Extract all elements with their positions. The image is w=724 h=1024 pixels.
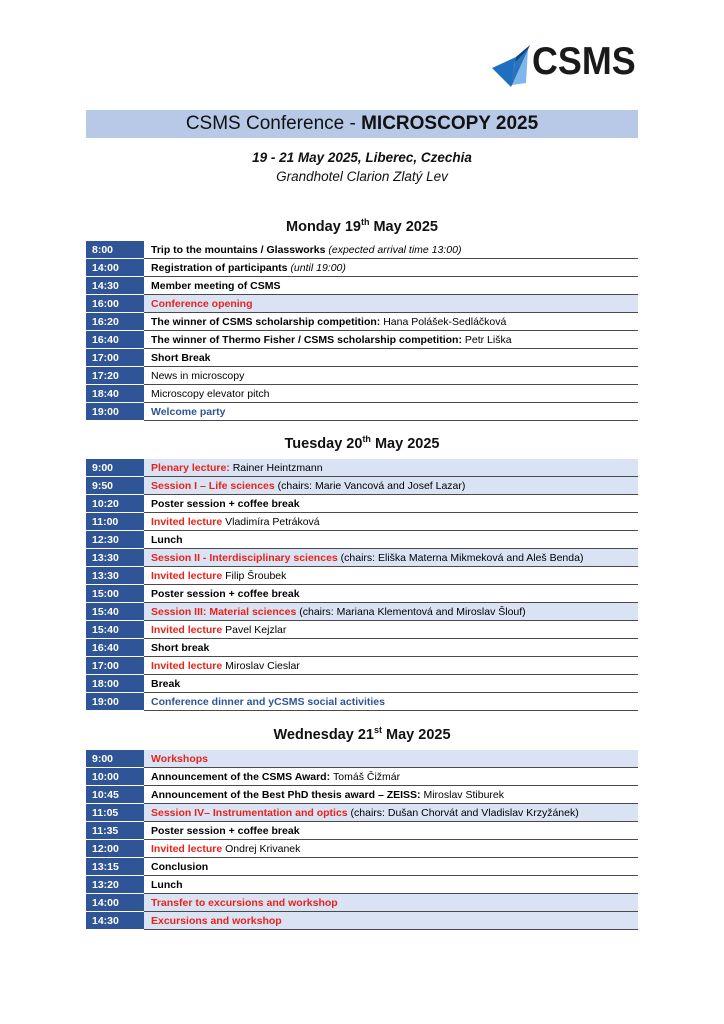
schedule-description	[144, 693, 638, 711]
schedule-time: 13:30	[86, 567, 144, 585]
schedule-time: 18:00	[86, 675, 144, 693]
schedule-text: Session II - Interdisciplinary sciences	[151, 551, 341, 564]
schedule-text: Miroslav Cieslar	[225, 659, 300, 672]
schedule-description	[144, 858, 638, 876]
schedule-row	[86, 657, 638, 675]
schedule-row	[86, 585, 638, 603]
schedule-time: 10:00	[86, 768, 144, 786]
schedule-table-monday	[86, 241, 638, 421]
schedule-description	[144, 822, 638, 840]
csms-logo-text: CSMS	[532, 40, 636, 83]
schedule-time: 15:40	[86, 621, 144, 639]
schedule-text: News in microscopy	[151, 369, 245, 382]
schedule-text: Lunch	[151, 533, 183, 546]
schedule-row	[86, 259, 638, 277]
schedule-description	[144, 804, 638, 822]
schedule-row	[86, 876, 638, 894]
schedule-row	[86, 639, 638, 657]
schedule-time: 9:00	[86, 459, 144, 477]
schedule-time: 19:00	[86, 403, 144, 421]
schedule-text: Short break	[151, 641, 210, 654]
schedule-text: Miroslav Stiburek	[423, 788, 504, 801]
schedule-row	[86, 858, 638, 876]
schedule-row	[86, 403, 638, 421]
schedule-row	[86, 531, 638, 549]
schedule-time: 14:00	[86, 894, 144, 912]
csms-logo	[490, 40, 640, 88]
schedule-time: 14:30	[86, 912, 144, 930]
schedule-text: Conference dinner and yCSMS social activities	[151, 695, 385, 708]
schedule-description	[144, 313, 638, 331]
schedule-table-wednesday	[86, 750, 638, 930]
schedule-time: 19:00	[86, 693, 144, 711]
schedule-time: 13:30	[86, 549, 144, 567]
schedule-description	[144, 513, 638, 531]
schedule-time: 9:00	[86, 750, 144, 768]
day-heading-monday: Monday 19th May 2025	[286, 217, 438, 235]
schedule-text: Invited lecture	[151, 842, 226, 855]
schedule-description	[144, 639, 638, 657]
schedule-description	[144, 585, 638, 603]
schedule-row	[86, 822, 638, 840]
schedule-description	[144, 259, 638, 277]
schedule-row	[86, 894, 638, 912]
schedule-description	[144, 894, 638, 912]
schedule-text: The winner of CSMS scholarship competition:	[151, 315, 384, 328]
schedule-row	[86, 693, 638, 711]
schedule-row	[86, 804, 638, 822]
schedule-description	[144, 786, 638, 804]
schedule-text: Excursions and workshop	[151, 914, 282, 927]
schedule-text: Poster session + coffee break	[151, 824, 300, 837]
schedule-description	[144, 567, 638, 585]
schedule-text: Announcement of the Best PhD thesis award – ZEISS:	[151, 788, 424, 801]
schedule-row	[86, 313, 638, 331]
schedule-text: Invited lecture	[151, 659, 226, 672]
schedule-text: (expected arrival time 13:00)	[328, 243, 462, 256]
schedule-row	[86, 385, 638, 403]
schedule-text: Microscopy elevator pitch	[151, 387, 270, 400]
schedule-time: 18:40	[86, 385, 144, 403]
schedule-description	[144, 675, 638, 693]
schedule-row	[86, 495, 638, 513]
schedule-time: 14:00	[86, 259, 144, 277]
schedule-row	[86, 295, 638, 313]
schedule-time: 10:45	[86, 786, 144, 804]
venue: Grandhotel Clarion Zlatý Lev	[276, 169, 448, 184]
schedule-text: Ondrej Krivanek	[225, 842, 301, 855]
schedule-row	[86, 567, 638, 585]
schedule-row	[86, 675, 638, 693]
schedule-time: 12:30	[86, 531, 144, 549]
schedule-text: Lunch	[151, 878, 183, 891]
day-heading-tuesday: Tuesday 20th May 2025	[284, 434, 440, 452]
schedule-description	[144, 750, 638, 768]
day-heading-wednesday: Wednesday 21st May 2025	[273, 725, 451, 743]
schedule-text: Conference opening	[151, 297, 253, 310]
schedule-text: Short Break	[151, 351, 211, 364]
schedule-description	[144, 657, 638, 675]
schedule-text: Plenary lecture:	[151, 461, 233, 474]
schedule-text: Transfer to excursions and workshop	[151, 896, 338, 909]
schedule-description	[144, 403, 638, 421]
schedule-text: Pavel Kejzlar	[225, 623, 287, 636]
schedule-text: Workshops	[151, 752, 208, 765]
schedule-row	[86, 786, 638, 804]
schedule-time: 11:00	[86, 513, 144, 531]
schedule-description	[144, 367, 638, 385]
schedule-text: Filip Šroubek	[225, 569, 287, 582]
schedule-time: 17:00	[86, 657, 144, 675]
schedule-text: Poster session + coffee break	[151, 497, 300, 510]
schedule-description	[144, 241, 638, 259]
schedule-time: 16:20	[86, 313, 144, 331]
schedule-row	[86, 277, 638, 295]
schedule-description	[144, 840, 638, 858]
dates-location: 19 - 21 May 2025, Liberec, Czechia	[252, 150, 472, 165]
schedule-time: 13:20	[86, 876, 144, 894]
schedule-row	[86, 768, 638, 786]
schedule-row	[86, 349, 638, 367]
schedule-description	[144, 477, 638, 495]
schedule-description	[144, 549, 638, 567]
schedule-text: Invited lecture	[151, 515, 226, 528]
schedule-text: Registration of participants	[151, 261, 291, 274]
schedule-text: The winner of Thermo Fisher / CSMS scholarship competition:	[151, 333, 465, 346]
schedule-time: 8:00	[86, 241, 144, 259]
schedule-text: Member meeting of CSMS	[151, 279, 281, 292]
schedule-description	[144, 768, 638, 786]
schedule-text: (chairs: Mariana Klementová and Miroslav Šlouf)	[299, 605, 526, 618]
schedule-time: 12:00	[86, 840, 144, 858]
schedule-description	[144, 349, 638, 367]
schedule-row	[86, 603, 638, 621]
schedule-text: Trip to the mountains / Glassworks	[151, 243, 329, 256]
schedule-time: 11:05	[86, 804, 144, 822]
schedule-row	[86, 459, 638, 477]
schedule-row	[86, 549, 638, 567]
schedule-description	[144, 459, 638, 477]
schedule-description	[144, 621, 638, 639]
schedule-text: (chairs: Eliška Materna Mikmeková and Aleš Benda)	[340, 551, 584, 564]
schedule-row	[86, 750, 638, 768]
schedule-row	[86, 241, 638, 259]
schedule-text: (chairs: Marie Vancová and Josef Lazar)	[277, 479, 466, 492]
schedule-row	[86, 367, 638, 385]
schedule-time: 16:40	[86, 639, 144, 657]
schedule-description	[144, 603, 638, 621]
schedule-time: 15:40	[86, 603, 144, 621]
schedule-row	[86, 477, 638, 495]
schedule-text: Session I – Life sciences	[151, 479, 278, 492]
schedule-description	[144, 912, 638, 930]
schedule-text: Invited lecture	[151, 569, 226, 582]
schedule-description	[144, 277, 638, 295]
schedule-text: (chairs: Dušan Chorvát and Vladislav Krzyžánek)	[350, 806, 579, 819]
schedule-text: Rainer Heintzmann	[232, 461, 323, 474]
schedule-row	[86, 621, 638, 639]
schedule-table-tuesday	[86, 459, 638, 711]
schedule-row	[86, 840, 638, 858]
schedule-text: Tomáš Čižmár	[333, 770, 401, 783]
schedule-text: Poster session + coffee break	[151, 587, 300, 600]
schedule-text: Vladimíra Petráková	[225, 515, 320, 528]
schedule-description	[144, 331, 638, 349]
schedule-row	[86, 513, 638, 531]
schedule-description	[144, 495, 638, 513]
schedule-description	[144, 531, 638, 549]
title-prefix: CSMS Conference -	[185, 113, 362, 134]
schedule-description	[144, 385, 638, 403]
schedule-time: 16:40	[86, 331, 144, 349]
schedule-text: (until 19:00)	[290, 261, 346, 274]
schedule-text: Session III: Material sciences	[151, 605, 300, 618]
schedule-text: Hana Polášek-Sedláčková	[383, 315, 507, 328]
schedule-description	[144, 876, 638, 894]
schedule-time: 10:20	[86, 495, 144, 513]
schedule-text: Invited lecture	[151, 623, 226, 636]
schedule-text: Petr Liška	[464, 333, 512, 346]
schedule-text: Welcome party	[151, 405, 226, 418]
schedule-time: 17:20	[86, 367, 144, 385]
schedule-text: Announcement of the CSMS Award:	[151, 770, 334, 783]
title-bold: MICROSCOPY 2025	[361, 113, 539, 134]
schedule-text: Session IV– Instrumentation and optics	[151, 806, 351, 819]
schedule-row	[86, 912, 638, 930]
page-title	[86, 110, 638, 138]
schedule-time: 16:00	[86, 295, 144, 313]
schedule-time: 14:30	[86, 277, 144, 295]
schedule-time: 17:00	[86, 349, 144, 367]
schedule-text: Break	[151, 677, 181, 690]
schedule-text: Conclusion	[151, 860, 209, 873]
schedule-time: 9:50	[86, 477, 144, 495]
schedule-time: 15:00	[86, 585, 144, 603]
csms-logo-mark-icon	[490, 43, 536, 88]
schedule-row	[86, 331, 638, 349]
schedule-time: 13:15	[86, 858, 144, 876]
schedule-description	[144, 295, 638, 313]
schedule-time: 11:35	[86, 822, 144, 840]
